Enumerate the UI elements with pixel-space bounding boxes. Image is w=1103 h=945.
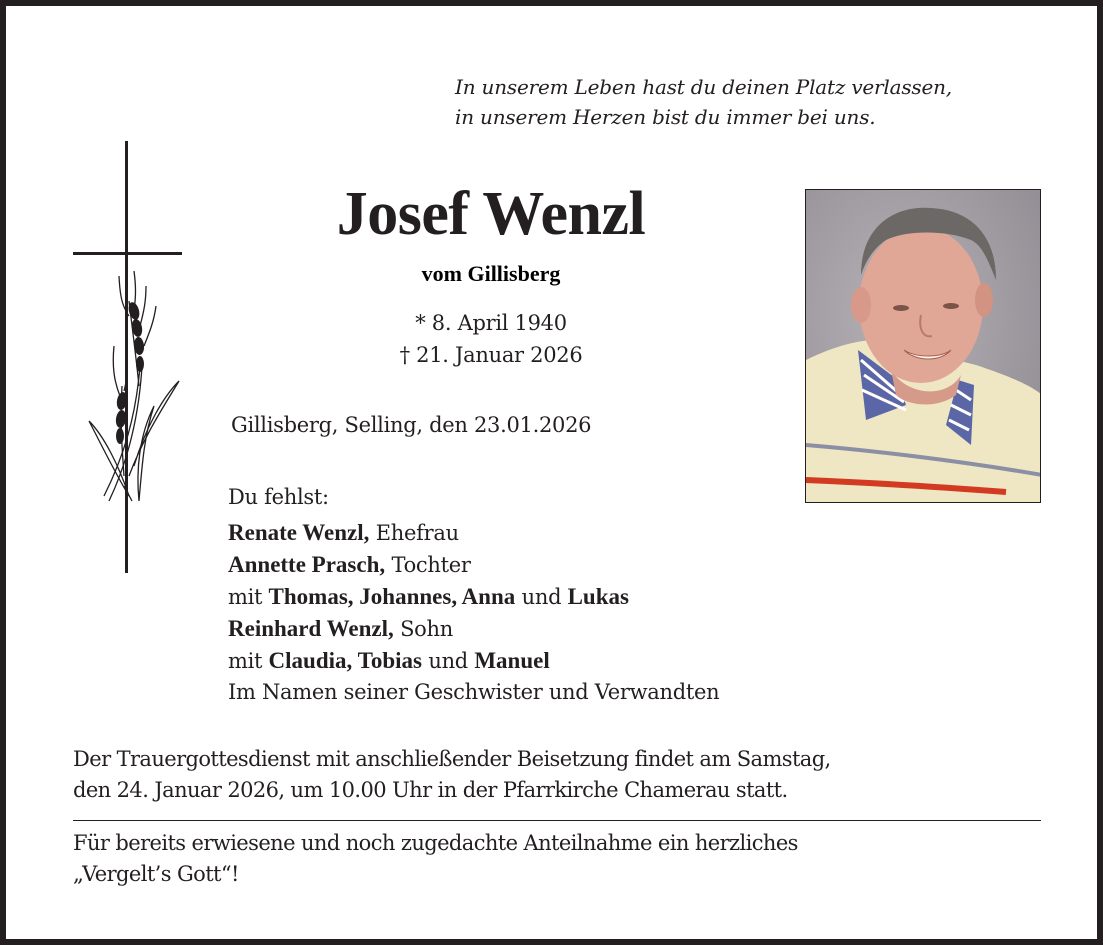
- mourner-name: Renate Wenzl,: [228, 520, 370, 545]
- mourner-lines: [228, 517, 719, 708]
- deceased-origin: vom Gillisberg: [421, 261, 561, 286]
- service-line-2: den 24. Januar 2026, um 10.00 Uhr in der Pfarrkirche Chamerau statt.: [73, 778, 788, 802]
- mourner-line: [228, 613, 719, 645]
- mourner-text: Im Namen seiner Geschwister und Verwandten: [228, 680, 720, 704]
- mourner-name: Reinhard Wenzl,: [228, 616, 394, 641]
- place-and-date: Gillisberg, Selling, den 23.01.2026: [231, 413, 592, 437]
- mourner-line: [228, 677, 719, 708]
- service-line-1: Der Trauergottesdienst mit anschließender Beisetzung findet am Samstag,: [73, 747, 831, 771]
- mourner-text: mit: [228, 649, 269, 673]
- divider: [73, 820, 1041, 821]
- mourners-list: [228, 482, 719, 708]
- wheat-ears-icon: [84, 266, 184, 526]
- mourner-line: [228, 517, 719, 549]
- mourners-intro: Du fehlst:: [228, 485, 329, 509]
- mourner-text: und: [421, 649, 475, 673]
- mourner-name: Annette Prasch,: [228, 552, 386, 577]
- mourner-name: Lukas: [567, 584, 629, 609]
- life-dates: [266, 307, 716, 371]
- funeral-service-info: [73, 744, 831, 806]
- mourner-line: [228, 549, 719, 581]
- death-date: † 21. Januar 2026: [399, 343, 583, 367]
- thanks-line-1: Für bereits erwiesene und noch zugedachte Anteilnahme ein herzliches: [73, 831, 798, 855]
- thanks-line-2: „Vergelt’s Gott“!: [73, 862, 239, 886]
- mourner-text: mit: [228, 585, 269, 609]
- mourner-text: Tochter: [385, 553, 471, 577]
- mourner-name: Manuel: [474, 648, 550, 673]
- quote-line-2: in unserem Herzen bist du immer bei uns.: [455, 105, 876, 129]
- quote-line-1: In unserem Leben hast du deinen Platz verlassen,: [455, 75, 952, 99]
- deceased-photo: [805, 189, 1041, 503]
- mourner-line: [228, 581, 719, 613]
- mourner-text: und: [515, 585, 568, 609]
- birth-date: * 8. April 1940: [415, 311, 567, 335]
- mourner-name: Claudia, Tobias: [268, 648, 422, 673]
- mourner-line: [228, 645, 719, 677]
- deceased-name: Josef Wenzl: [336, 180, 646, 248]
- cross-bar: [73, 252, 182, 255]
- memorial-quote: [455, 72, 952, 132]
- portrait-image: [806, 190, 1041, 503]
- thanks-note: [73, 828, 798, 890]
- mourner-text: Sohn: [393, 617, 453, 641]
- mourner-text: Ehefrau: [369, 521, 459, 545]
- mourner-name: Thomas, Johannes, Anna: [268, 584, 516, 609]
